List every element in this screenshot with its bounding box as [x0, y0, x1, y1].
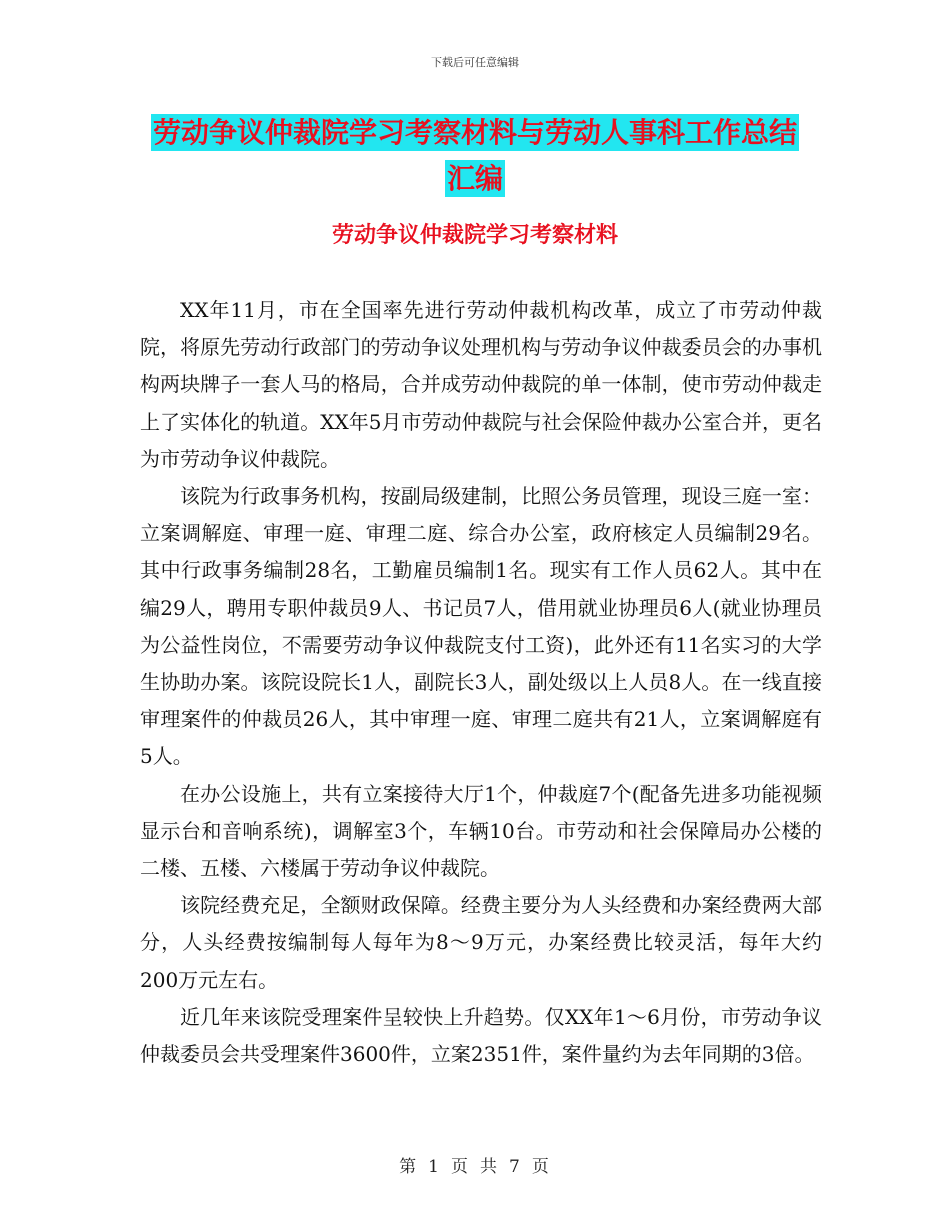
page-number: 1 — [428, 1157, 441, 1177]
header-note: 下载后可任意编辑 — [431, 56, 519, 69]
body-text — [140, 292, 822, 1073]
total-pages: 7 — [509, 1157, 522, 1177]
footer-label-unit: 页 — [451, 1157, 470, 1177]
paragraph: XX年11月，市在全国率先进行劳动仲裁机构改革，成立了市劳动仲裁院，将原先劳动行政部门的劳动争议处理机构与劳动争议仲裁委员会的办事机构两块牌子一套人马的格局，合并成劳动仲裁院的单一体制，使市劳动仲裁走上了实体化的轨道。XX年5月市劳动仲裁院与社会保险仲裁办公室合并，更名为市劳动争议仲裁院。 — [140, 298, 822, 471]
footer-label-page: 第 — [399, 1157, 419, 1177]
footer-label-unit-2: 页 — [531, 1157, 551, 1177]
document-title-line-2: 汇编 — [446, 162, 503, 195]
paragraph: 该院为行政事务机构，按副局级建制，比照公务员管理，现设三庭一室：立案调解庭、审理一庭、审理二庭、综合办公室，政府核定人员编制29名。其中行政事务编制28名，工勤雇员编制1名。现实有工作人员62人。其中在编29人，聘用专职仲裁员9人、书记员7人，借用就业协理员6人(就业协理员为公益性岗位，不需要劳动争议仲裁院支付工资)，此外还有11名实习的大学生协助办案。该院设院长1人，副院长3人，副处级以上人员8人。在一线直接审理案件的仲裁员26人，其中审理一庭、审理二庭共有21人，立案调解庭有5人。 — [140, 484, 822, 769]
paragraph: 该院经费充足，全额财政保障。经费主要分为人头经费和办案经费两大部分，人头经费按编制每人每年为8～9万元，办案经费比较灵活，每年大约200万元左右。 — [140, 893, 822, 992]
paragraph: 在办公设施上，共有立案接待大厅1个，仲裁庭7个(配备先进多功能视频显示台和音响系统)，调解室3个，车辆10台。市劳动和社会保障局办公楼的二楼、五楼、六楼属于劳动争议仲裁院。 — [140, 781, 822, 881]
page-footer — [0, 1152, 950, 1177]
footer-label-total: 共 — [480, 1157, 499, 1177]
document-title — [140, 110, 810, 202]
document-title-line-1: 劳动争议仲裁院学习考察材料与劳动人事科工作总结 — [152, 116, 797, 149]
section-title: 劳动争议仲裁院学习考察材料 — [331, 223, 618, 248]
paragraph: 近几年来该院受理案件呈较快上升趋势。仅XX年1～6月份，市劳动争议仲裁委员会共受理案件3600件，立案2351件，案件量约为去年同期的3倍。 — [140, 1004, 822, 1067]
